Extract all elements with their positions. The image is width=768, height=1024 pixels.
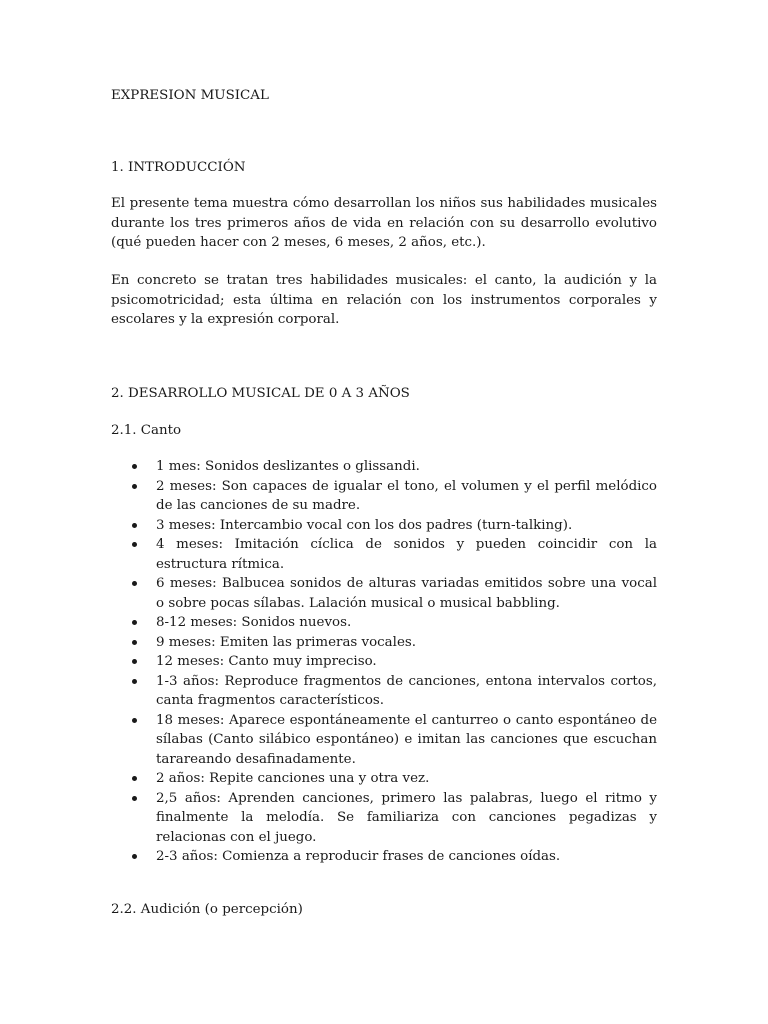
list-item: 3 meses: Intercambio vocal con los dos padres (turn-talking). — [111, 516, 657, 536]
list-item: 9 meses: Emiten las primeras vocales. — [111, 633, 657, 653]
list-item: 2-3 años: Comienza a reproducir frases de canciones oídas. — [111, 847, 657, 867]
bullet-icon — [132, 542, 137, 547]
bullet-icon — [132, 484, 137, 489]
list-item: 1 mes: Sonidos deslizantes o glissandi. — [111, 457, 657, 477]
bullet-icon — [132, 464, 137, 469]
bullet-icon — [132, 854, 137, 859]
list-item: 4 meses: Imitación cíclica de sonidos y pueden coincidir con la estructura rítmica. — [111, 535, 657, 574]
intro-paragraph-1: El presente tema muestra cómo desarrollan los niños sus habilidades musicales durante los tres primeros años de vida en relación con su desarrollo evolutivo (qué pueden hacer con 2 meses, 6 meses, 2 años, etc.). — [111, 196, 657, 250]
bullet-icon — [132, 679, 137, 684]
list-item: 8-12 meses: Sonidos nuevos. — [111, 613, 657, 633]
bullet-icon — [132, 659, 137, 664]
document-title: EXPRESION MUSICAL — [111, 88, 269, 103]
bullet-icon — [132, 620, 137, 625]
list-item: 12 meses: Canto muy impreciso. — [111, 652, 657, 672]
bullet-icon — [132, 776, 137, 781]
list-item: 1-3 años: Reproduce fragmentos de canciones, entona intervalos cortos, canta fragmentos característicos. — [111, 672, 657, 711]
section-heading-introduccion: 1. INTRODUCCIÓN — [111, 160, 246, 175]
intro-paragraph-2: En concreto se tratan tres habilidades musicales: el canto, la audición y la psicomotricidad; esta última en relación con los instrumentos corporales y escolares y la expresión corporal. — [111, 273, 657, 327]
list-item: 2,5 años: Aprenden canciones, primero las palabras, luego el ritmo y finalmente la melodía. Se familiariza con canciones pegadizas y relacionas con el juego. — [111, 789, 657, 848]
list-item: 2 meses: Son capaces de igualar el tono, el volumen y el perfil melódico de las canciones de su madre. — [111, 477, 657, 516]
list-item: 18 meses: Aparece espontáneamente el canturreo o canto espontáneo de sílabas (Canto silábico espontáneo) e imitan las canciones que escuchan tarareando desafinadamente. — [111, 711, 657, 770]
list-item: 6 meses: Balbucea sonidos de alturas variadas emitidos sobre una vocal o sobre pocas sílabas. Lalación musical o musical babbling. — [111, 574, 657, 613]
list-item: 2 años: Repite canciones una y otra vez. — [111, 769, 657, 789]
bullet-icon — [132, 640, 137, 645]
section-heading-desarrollo: 2. DESARROLLO MUSICAL DE 0 A 3 AÑOS — [111, 386, 410, 401]
bullet-icon — [132, 796, 137, 801]
canto-milestones-list — [111, 457, 657, 867]
subsection-heading-canto: 2.1. Canto — [111, 423, 182, 438]
bullet-icon — [132, 523, 137, 528]
bullet-icon — [132, 718, 137, 723]
bullet-icon — [132, 581, 137, 586]
subsection-heading-audicion: 2.2. Audición (o percepción) — [111, 902, 303, 917]
